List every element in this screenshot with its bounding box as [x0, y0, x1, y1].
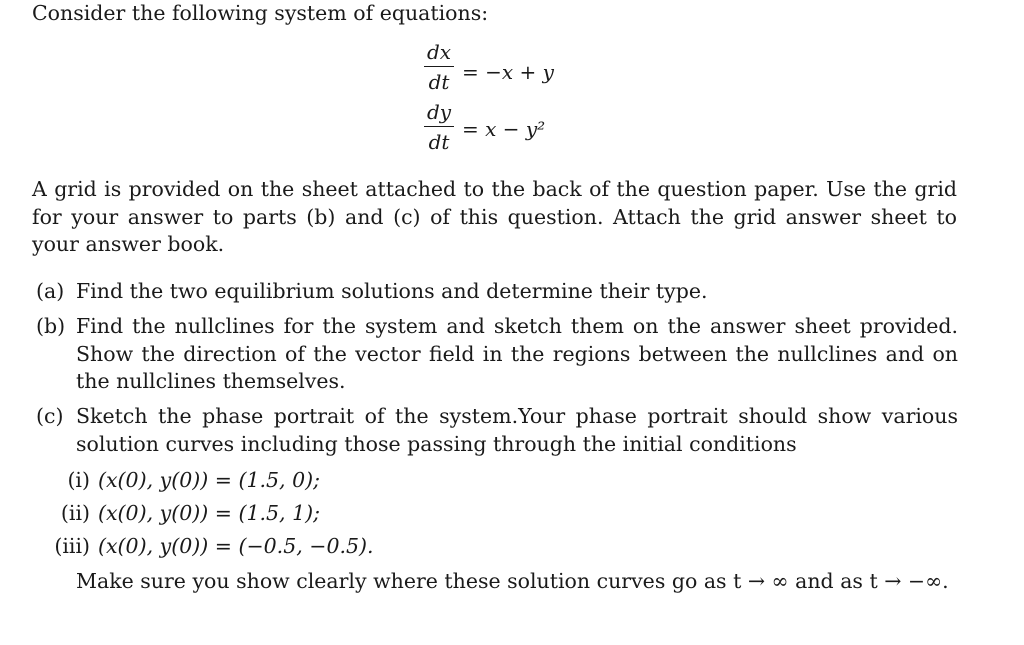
- condition-ii-label: (ii): [60, 501, 90, 525]
- condition-ii-text: (x(0), y(0)) = (1.5, 1);: [98, 501, 321, 525]
- intro-text: Consider the following system of equations:: [32, 1, 489, 25]
- equation-1-rhs: = −x + y: [462, 60, 554, 84]
- part-c-text: Sketch the phase portrait of the system.Your phase portrait should show various solution curves including those passing through the initial conditions: [76, 404, 958, 456]
- fraction-bar: [424, 66, 454, 67]
- condition-ii: [46, 500, 320, 527]
- fraction-bar: [424, 126, 454, 127]
- condition-iii: [46, 533, 374, 560]
- closing-text: Make sure you show clearly where these solution curves go as t → ∞ and as t → −∞.: [76, 569, 949, 593]
- condition-iii-text: (x(0), y(0)) = (−0.5, −0.5).: [98, 534, 374, 558]
- part-a-label: (a): [36, 279, 65, 303]
- condition-i-label: (i): [67, 468, 90, 492]
- condition-i-text: (x(0), y(0)) = (1.5, 0);: [98, 468, 321, 492]
- part-b-label: (b): [36, 314, 66, 338]
- part-c: [36, 403, 958, 458]
- equation-2-numerator: dy: [426, 100, 452, 124]
- equation-2-fraction: [424, 100, 454, 154]
- part-a: [36, 278, 958, 306]
- equation-1-fraction: [424, 40, 454, 94]
- part-c-label: (c): [36, 404, 64, 428]
- part-b: [36, 313, 958, 396]
- part-a-text: Find the two equilibrium solutions and determine their type.: [76, 279, 708, 303]
- equation-2-denominator: dt: [428, 130, 450, 155]
- part-b-text: Find the nullclines for the system and sketch them on the answer sheet provided. Show the direction of the vector field in the regions between the nullclines and on the nullclines themselves.: [76, 314, 958, 393]
- equation-1-denominator: dt: [428, 70, 450, 95]
- condition-iii-label: (iii): [54, 534, 90, 558]
- equation-2-rhs: = x − y²: [462, 117, 546, 141]
- equation-1-numerator: dx: [426, 40, 452, 64]
- condition-i: [46, 467, 320, 494]
- grid-note-paragraph: A grid is provided on the sheet attached to the back of the question paper. Use the grid for your answer to parts (b) and (c) of this question. Attach the grid answer sheet to your answer book.: [32, 177, 957, 256]
